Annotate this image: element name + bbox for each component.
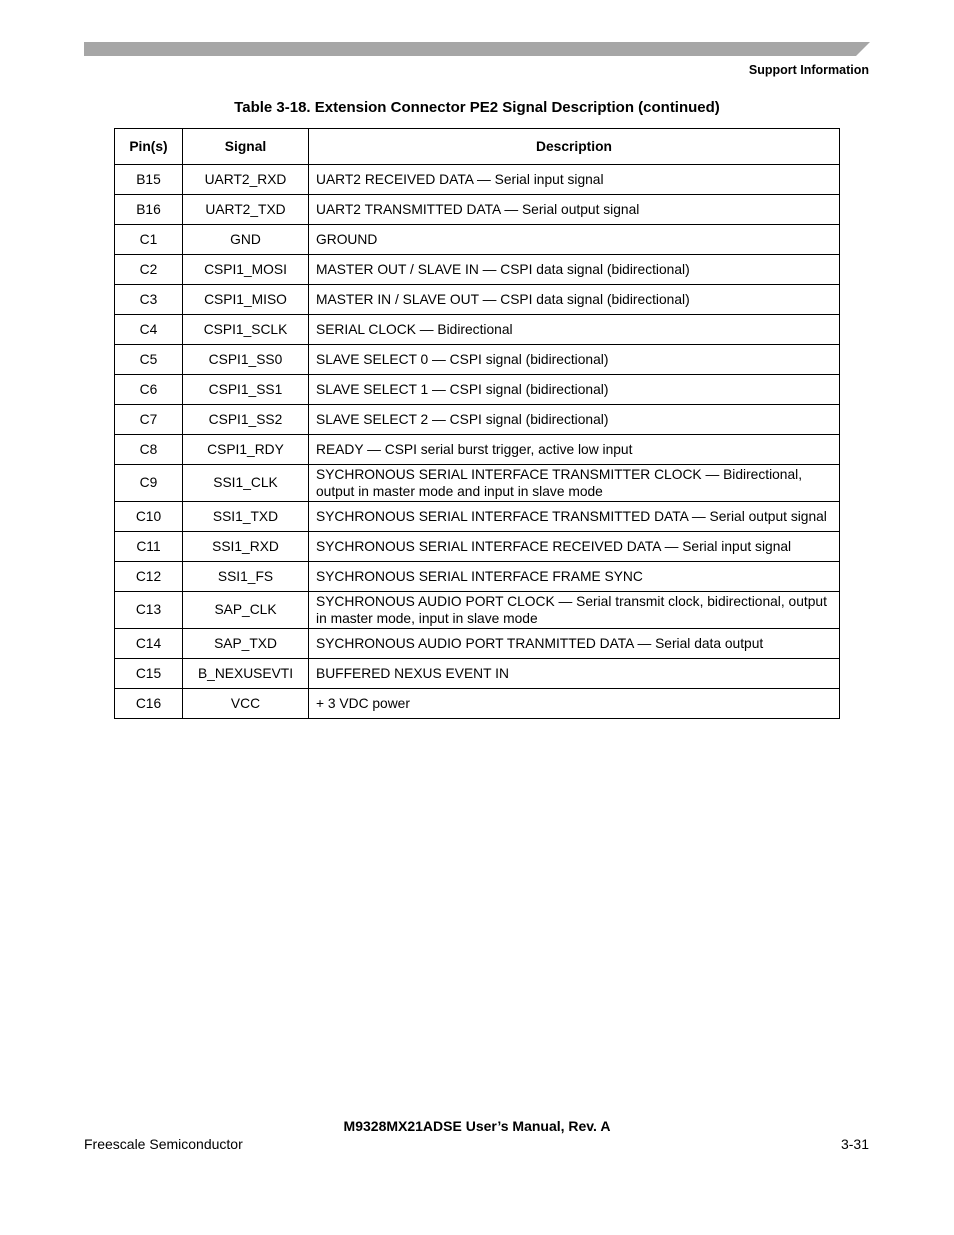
table-row xyxy=(115,465,840,502)
signal-cell: CSPI1_MOSI xyxy=(183,255,309,285)
description-cell: SLAVE SELECT 0 — CSPI signal (bidirectional) xyxy=(309,345,840,375)
signal-cell: UART2_RXD xyxy=(183,165,309,195)
signal-cell: CSPI1_MISO xyxy=(183,285,309,315)
table-row xyxy=(115,345,840,375)
pin-cell: C10 xyxy=(115,502,183,532)
pin-cell: B15 xyxy=(115,165,183,195)
column-header-description: Description xyxy=(309,129,840,165)
description-cell: BUFFERED NEXUS EVENT IN xyxy=(309,659,840,689)
description-cell: SYCHRONOUS AUDIO PORT CLOCK — Serial transmit clock, bidirectional, output in master mode, input in slave mode xyxy=(309,592,840,629)
table-row xyxy=(115,532,840,562)
table-row xyxy=(115,285,840,315)
table-row xyxy=(115,562,840,592)
pin-cell: C15 xyxy=(115,659,183,689)
footer-manual-title: M9328MX21ADSE User’s Manual, Rev. A xyxy=(343,1118,611,1134)
description-cell: UART2 TRANSMITTED DATA — Serial output signal xyxy=(309,195,840,225)
description-cell: SYCHRONOUS SERIAL INTERFACE RECEIVED DATA — Serial input signal xyxy=(309,532,840,562)
description-cell: SYCHRONOUS SERIAL INTERFACE FRAME SYNC xyxy=(309,562,840,592)
running-header-section: Support Information xyxy=(748,63,869,77)
signal-cell: CSPI1_SCLK xyxy=(183,315,309,345)
description-cell: MASTER OUT / SLAVE IN — CSPI data signal (bidirectional) xyxy=(309,255,840,285)
footer-company: Freescale Semiconductor xyxy=(84,1136,243,1152)
table-row xyxy=(115,405,840,435)
description-cell: SYCHRONOUS AUDIO PORT TRANMITTED DATA — Serial data output xyxy=(309,629,840,659)
pin-cell: C8 xyxy=(115,435,183,465)
signal-cell: GND xyxy=(183,225,309,255)
table-row xyxy=(115,195,840,225)
table-row xyxy=(115,375,840,405)
table-row xyxy=(115,225,840,255)
description-cell: READY — CSPI serial burst trigger, active low input xyxy=(309,435,840,465)
table-row xyxy=(115,502,840,532)
signal-description-table xyxy=(114,128,840,719)
pin-cell: C4 xyxy=(115,315,183,345)
table-row xyxy=(115,592,840,629)
description-cell: UART2 RECEIVED DATA — Serial input signal xyxy=(309,165,840,195)
table-row xyxy=(115,315,840,345)
pin-cell: C14 xyxy=(115,629,183,659)
description-cell: MASTER IN / SLAVE OUT — CSPI data signal (bidirectional) xyxy=(309,285,840,315)
header-bar-shape xyxy=(84,42,870,56)
header-decorative-bar xyxy=(84,42,870,56)
signal-cell: CSPI1_SS2 xyxy=(183,405,309,435)
signal-cell: SSI1_CLK xyxy=(183,465,309,502)
table-row xyxy=(115,435,840,465)
table-title: Table 3-18. Extension Connector PE2 Signal Description (continued) xyxy=(234,99,720,116)
pin-cell: B16 xyxy=(115,195,183,225)
pin-cell: C11 xyxy=(115,532,183,562)
signal-cell: SSI1_RXD xyxy=(183,532,309,562)
description-cell: SLAVE SELECT 1 — CSPI signal (bidirectional) xyxy=(309,375,840,405)
description-cell: SYCHRONOUS SERIAL INTERFACE TRANSMITTER CLOCK — Bidirectional, output in master mode and input in slave mode xyxy=(309,465,840,502)
signal-cell: CSPI1_SS0 xyxy=(183,345,309,375)
signal-cell: UART2_TXD xyxy=(183,195,309,225)
signal-cell: SSI1_TXD xyxy=(183,502,309,532)
pin-cell: C3 xyxy=(115,285,183,315)
pin-cell: C16 xyxy=(115,689,183,719)
signal-cell: CSPI1_SS1 xyxy=(183,375,309,405)
description-cell: GROUND xyxy=(309,225,840,255)
table-row xyxy=(115,659,840,689)
pin-cell: C7 xyxy=(115,405,183,435)
footer-page-number: 3-31 xyxy=(840,1136,869,1152)
signal-cell: VCC xyxy=(183,689,309,719)
column-header-pins: Pin(s) xyxy=(115,129,183,165)
description-cell: SLAVE SELECT 2 — CSPI signal (bidirectional) xyxy=(309,405,840,435)
table-body xyxy=(115,165,840,719)
table-row xyxy=(115,629,840,659)
description-cell: SYCHRONOUS SERIAL INTERFACE TRANSMITTED DATA — Serial output signal xyxy=(309,502,840,532)
pin-cell: C1 xyxy=(115,225,183,255)
table-row xyxy=(115,165,840,195)
pin-cell: C6 xyxy=(115,375,183,405)
signal-cell: CSPI1_RDY xyxy=(183,435,309,465)
pin-cell: C5 xyxy=(115,345,183,375)
pin-cell: C2 xyxy=(115,255,183,285)
pin-cell: C12 xyxy=(115,562,183,592)
signal-cell: SAP_TXD xyxy=(183,629,309,659)
pin-cell: C9 xyxy=(115,465,183,502)
table-row xyxy=(115,255,840,285)
table-header-row xyxy=(115,129,840,165)
pin-cell: C13 xyxy=(115,592,183,629)
description-cell: + 3 VDC power xyxy=(309,689,840,719)
description-cell: SERIAL CLOCK — Bidirectional xyxy=(309,315,840,345)
table-row xyxy=(115,689,840,719)
signal-cell: SAP_CLK xyxy=(183,592,309,629)
column-header-signal: Signal xyxy=(183,129,309,165)
signal-cell: B_NEXUSEVTI xyxy=(183,659,309,689)
signal-cell: SSI1_FS xyxy=(183,562,309,592)
